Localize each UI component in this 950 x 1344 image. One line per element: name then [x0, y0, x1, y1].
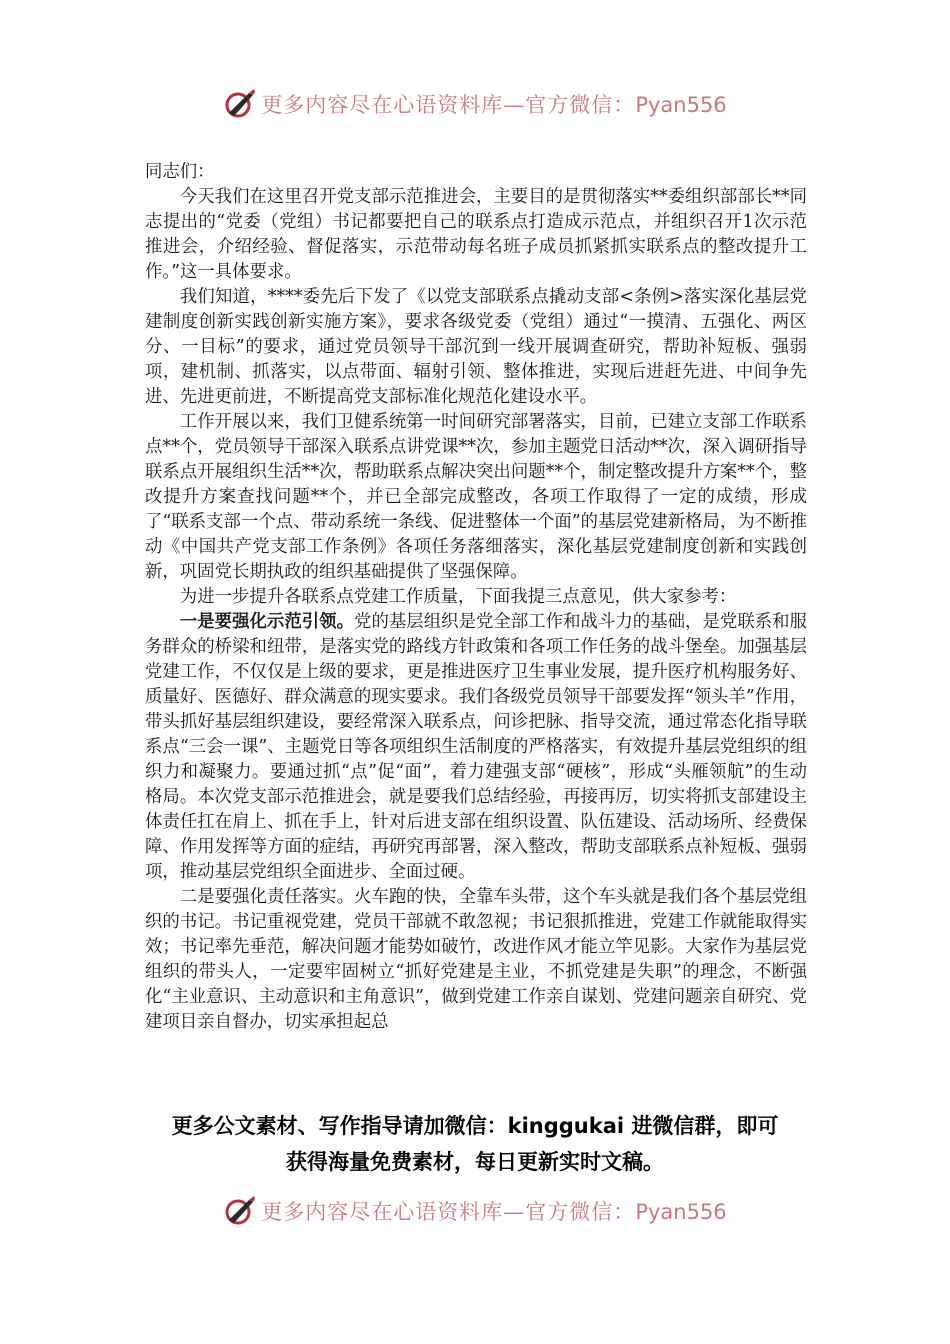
watermark-text: 更多内容尽在心语资料库—官方微信：Pyan556: [261, 93, 727, 117]
paragraph-4: 为进一步提升各联系点党建工作质量，下面我提三点意见，供大家参考：: [179, 587, 737, 607]
promo-line-2: 获得海量免费素材，每日更新实时文稿。: [286, 1150, 664, 1174]
paragraph-6: 二是要强化责任落实。火车跑的快，全靠车头带，这个车头就是我们各个基层党组织的书记。书记重视党建，党员干部就不敢忽视；书记狠抓推进，党建工作就能取得实效；书记率先垂范，解决问题才能势如破竹，改进作风才能立竿见影。大家作为基层党组织的带头人，一定要牢固树立“抓好党建是主业，不抓党建是失职”的理念，不断强化“主业意识、主动意识和主角意识”，做到党建工作亲自谋划、党建问题亲自研究、党建项目亲自督办，切实承担起总: [145, 887, 807, 1032]
promo-banner: [130, 1108, 820, 1180]
salutation: 同志们：: [145, 162, 215, 182]
paragraph-lead: 一是要强化示范引领。: [179, 612, 355, 632]
paragraph-3: 工作开展以来，我们卫健系统第一时间研究部署落实，目前，已建立支部工作联系点**个，党员领导干部深入联系点讲党课**次，参加主题党日活动**次，深入调研指导联系点开展组织生活**次，帮助联系点解决突出问题**个，制定整改提升方案**个，整改提升方案查找问题**个，并已全部完成整改，各项工作取得了一定的成绩，形成了“联系支部一个点、带动系统一条线、促进整体一个面”的基层党建新格局，为不断推动《中国共产党支部工作条例》各项任务落细落实，深化基层党建制度创新和实践创新，巩固党长期执政的组织基础提供了坚强保障。: [145, 412, 807, 582]
promo-line-1: 更多公文素材、写作指导请加微信：kinggukai 进微信群，即可: [171, 1114, 779, 1138]
paragraph-5: 一是要强化示范引领。党的基层组织是党全部工作和战斗力的基础，是党联系和服务群众的桥梁和纽带，是落实党的路线方针政策和各项工作任务的战斗堡垒。加强基层党建工作，不仅仅是上级的要求，更是推进医疗卫生事业发展，提升医疗机构服务好、质量好、医德好、群众满意的现实要求。我们各级党员领导干部要发挥“领头羊”作用，带头抓好基层组织建设，要经常深入联系点，问诊把脉、指导交流，通过常态化指导联系点“三会一课”、主题党日等各项组织生活制度的严格落实，有效提升基层党组织的组织力和凝聚力。要通过抓“点”促“面”，着力建强支部“硬核”，形成“头雁领航”的生动格局。本次党支部示范推进会，就是要我们总结经验，再接再厉，切实将抓支部建设主体责任扛在肩上、抓在手上，针对后进支部在组织设置、队伍建设、活动场所、经费保障、作用发挥等方面的症结，再研究再部署，深入整改，帮助支部联系点补短板、强弱项，推动基层党组织全面进步、全面过硬。: [145, 612, 807, 882]
watermark-text: 更多内容尽在心语资料库—官方微信：Pyan556: [261, 1200, 727, 1224]
paragraph-1: 今天我们在这里召开党支部示范推进会，主要目的是贯彻落实**委组织部部长**同志提出的“党委（党组）书记都要把自己的联系点打造成示范点，并组织召开1次示范推进会，介绍经验、督促落实，示范带动每名班子成员抓紧抓实联系点的整改提升工作。”这一具体要求。: [145, 187, 807, 282]
document-body: [145, 160, 807, 1035]
pen-logo-icon: [223, 87, 257, 121]
watermark-footer: [0, 1191, 950, 1231]
pen-logo-icon: [223, 1194, 257, 1228]
paragraph-2: 我们知道，****委先后下发了《以党支部联系点撬动支部<条例>落实深化基层党建制度创新实践创新实施方案》，要求各级党委（党组）通过“一摸清、五强化、两区分、一目标”的要求，通过党员领导干部沉到一线开展调查研究，帮助补短板、强弱项，建机制、抓落实，以点带面、辐射引领、整体推进，实现后进赶先进、中间争先进、先进更前进，不断提高党支部标准化规范化建设水平。: [145, 287, 807, 407]
watermark-header: [0, 84, 950, 124]
